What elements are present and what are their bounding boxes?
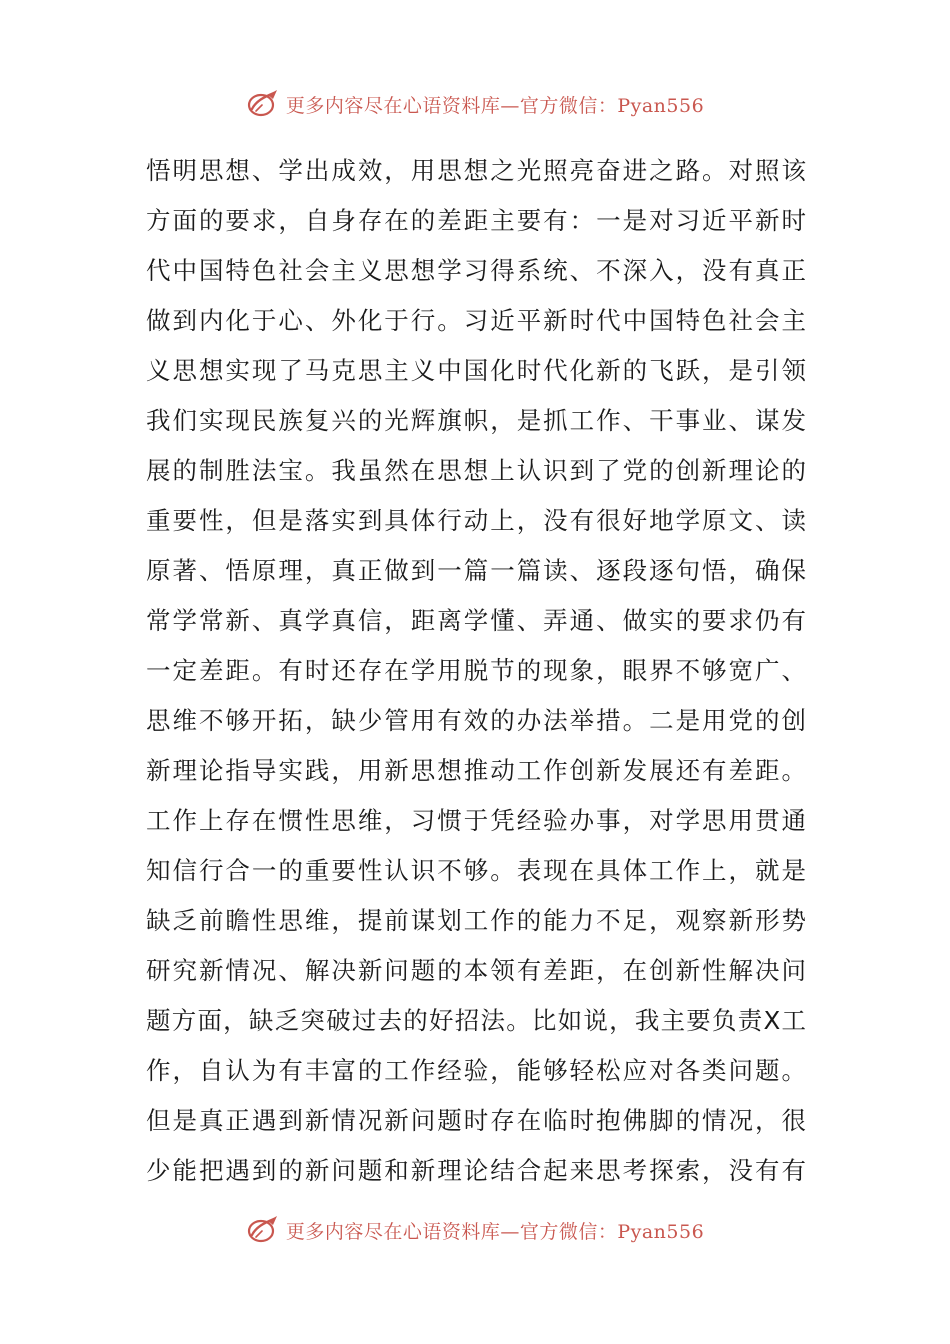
body-line: 缺乏前瞻性思维，提前谋划工作的能力不足，观察新形势 [146,906,806,935]
document-body [146,146,806,1196]
body-line: 方面的要求，自身存在的差距主要有：一是对习近平新时 [146,206,806,235]
body-line: 知信行合一的重要性认识不够。表现在具体工作上，就是 [146,856,806,885]
body-line: 悟明思想、学出成效，用思想之光照亮奋进之路。对照该 [146,156,806,185]
body-line: 义思想实现了马克思主义中国化时代化新的飞跃，是引领 [146,356,806,385]
body-line: 思维不够开拓，缺少管用有效的办法举措。二是用党的创 [146,706,806,735]
body-line: 作，自认为有丰富的工作经验，能够轻松应对各类问题。 [146,1056,806,1085]
header-banner-text: 更多内容尽在心语资料库—官方微信：Pyan556 [285,94,705,117]
footer-banner [0,1212,950,1248]
body-line: 但是真正遇到新情况新问题时存在临时抱佛脚的情况，很 [146,1106,806,1135]
body-line: 重要性，但是落实到具体行动上，没有很好地学原文、读 [146,506,806,535]
footer-banner-text: 更多内容尽在心语资料库—官方微信：Pyan556 [285,1220,705,1243]
body-line: 新理论指导实践，用新思想推动工作创新发展还有差距。 [146,756,806,785]
pen-logo-icon [246,1213,280,1247]
body-line: 少能把遇到的新问题和新理论结合起来思考探索，没有有 [146,1156,806,1185]
body-line: 代中国特色社会主义思想学习得系统、不深入，没有真正 [146,256,806,285]
body-line: 我们实现民族复兴的光辉旗帜，是抓工作、干事业、谋发 [146,406,806,435]
body-line: 题方面，缺乏突破过去的好招法。比如说，我主要负责X工 [146,1006,806,1035]
pen-logo-icon [246,87,280,121]
body-line: 研究新情况、解决新问题的本领有差距，在创新性解决问 [146,956,806,985]
body-line: 工作上存在惯性思维，习惯于凭经验办事，对学思用贯通 [146,806,806,835]
body-line: 做到内化于心、外化于行。习近平新时代中国特色社会主 [146,306,806,335]
body-line: 展的制胜法宝。我虽然在思想上认识到了党的创新理论的 [146,456,806,485]
body-line: 常学常新、真学真信，距离学懂、弄通、做实的要求仍有 [146,606,806,635]
body-line: 一定差距。有时还存在学用脱节的现象，眼界不够宽广、 [146,656,806,685]
body-line: 原著、悟原理，真正做到一篇一篇读、逐段逐句悟，确保 [146,556,806,585]
header-banner [0,86,950,122]
